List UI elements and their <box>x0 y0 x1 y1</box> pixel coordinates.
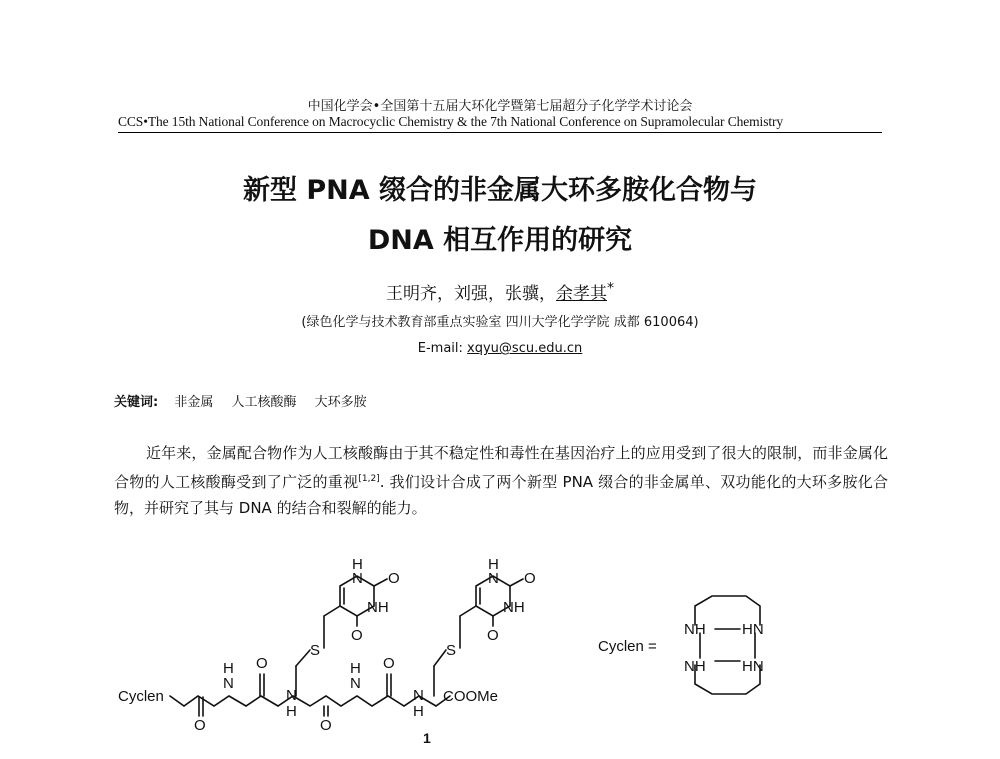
body-text-part2: . 我们设计合成了两个新型 PNA 缀合的非金属单、双功能化的大环多胺化合物，并研究了其与 DNA 的结合和裂解的能力。 <box>114 473 888 517</box>
atom-o: O <box>487 627 499 644</box>
email-line <box>0 341 1000 356</box>
atom-h: H <box>413 703 424 720</box>
keyword-item: 大环多胺 <box>314 395 367 410</box>
ester-group: COOMe <box>443 688 499 705</box>
conference-header-en: CCS•The 15th National Conference on Macrocyclic Chemistry & the 7th National Conference on Supramolecular Chemistry <box>118 114 882 133</box>
atom-nh: NH <box>367 599 389 616</box>
author-list <box>0 279 1000 304</box>
citation-ref: [1,2] <box>358 474 380 484</box>
body-paragraph <box>114 440 888 521</box>
email-address[interactable]: xqyu@scu.edu.cn <box>467 341 583 356</box>
atom-h: H <box>352 556 363 573</box>
atom-n: N <box>352 570 363 587</box>
cyclen-substituent-label: Cyclen <box>118 688 164 705</box>
atom-o: O <box>256 655 268 672</box>
corresponding-mark: * <box>606 280 615 297</box>
atom-o: O <box>524 570 536 587</box>
atom-n: N <box>350 675 361 692</box>
atom-n: N <box>413 687 424 704</box>
atom-nh: NH <box>503 599 525 616</box>
paper-title-line2: DNA 相互作用的研究 <box>367 225 633 256</box>
atom-n: N <box>286 687 297 704</box>
atom-h: H <box>286 703 297 720</box>
atom-nh: NH <box>684 658 706 675</box>
chemical-structure-scheme <box>0 540 1000 759</box>
atom-o: O <box>351 627 363 644</box>
email-label: E-mail: <box>417 341 468 356</box>
conference-header-cn: 中国化学会•全国第十五届大环化学暨第七届超分子化学学术讨论会 <box>307 99 693 114</box>
atom-o: O <box>194 717 206 734</box>
atom-o: O <box>383 655 395 672</box>
keyword-item: 人工核酸酶 <box>231 395 297 410</box>
body-text-part1: 近年来，金属配合物作为人工核酸酶由于其不稳定性和毒性在基因治疗上的应用受到了很大的限制，而非金属化合物的人工核酸酶受到了广泛的重视 <box>114 444 888 491</box>
atom-o: O <box>388 570 400 587</box>
keywords-label: 关键词: <box>114 395 159 410</box>
atom-h: H <box>350 660 361 677</box>
atom-hn: HN <box>742 658 764 675</box>
corresponding-author: 余孝其 <box>555 284 607 304</box>
authors-plain: 王明齐，刘强，张骥， <box>385 284 556 304</box>
paper-title-line1: 新型 PNA 缀合的非金属大环多胺化合物与 <box>242 175 758 206</box>
atom-h: H <box>488 556 499 573</box>
keywords <box>114 391 381 410</box>
cyclen-definition-label: Cyclen = <box>598 638 657 655</box>
compound-number: 1 <box>423 730 431 746</box>
keyword-item: 非金属 <box>174 395 214 410</box>
atom-s: S <box>446 642 457 659</box>
atom-n: N <box>488 570 499 587</box>
atom-nh: NH <box>684 621 706 638</box>
atom-hn: HN <box>742 621 764 638</box>
atom-n: N <box>223 675 234 692</box>
affiliation: (绿色化学与技术教育部重点实验室 四川大学化学学院 成都 610064) <box>301 315 699 330</box>
atom-s: S <box>310 642 321 659</box>
atom-h: H <box>223 660 234 677</box>
atom-o: O <box>320 717 332 734</box>
